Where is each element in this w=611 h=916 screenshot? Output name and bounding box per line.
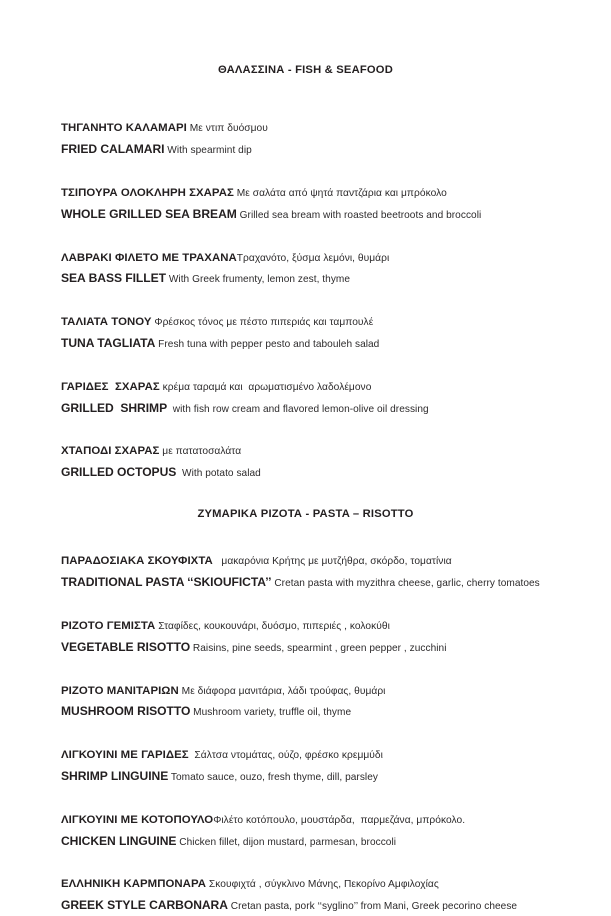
menu-item-latin-desc: Grilled sea bream with roasted beetroots and broccoli (236, 209, 482, 221)
menu-item-latin-line (61, 139, 593, 160)
menu-item (61, 744, 593, 787)
menu-item-greek-desc: Σάλτσα ντομάτας, ούζο, φρέσκο κρεμμύδι (188, 750, 383, 762)
menu-item-greek-line (61, 809, 593, 830)
menu-item-greek-line (61, 182, 593, 203)
menu-item-latin-line (61, 333, 593, 354)
menu-item-latin-name: SHRIMP LINGUINE (61, 769, 169, 784)
menu-item-greek-desc: Φρέσκος τόνος με πέστο πιπεριάς και ταμπουλέ (151, 317, 374, 329)
menu-item-greek-line (61, 440, 593, 461)
menu-item-greek-desc: Με διάφορα μανιτάρια, λάδι τρούφας, θυμάρι (178, 685, 386, 697)
menu-item-greek-name: ΛΙΓΚΟΥΙΝΙ ΜΕ ΓΑΡΙΔΕΣ (61, 749, 189, 762)
menu-item-latin-name: SEA BASS FILLET (61, 271, 166, 286)
menu-item-latin-line (61, 268, 593, 289)
menu-item-latin-desc: Fresh tuna with pepper pesto and tabouleh salad (155, 339, 380, 351)
menu-item-greek-desc: Με ντιπ δυόσμου (186, 123, 268, 135)
section-header-pasta: ΖΥΜΑΡΙΚΑ ΡΙΖΟΤΑ - PASTA – RISOTTO (197, 508, 414, 520)
menu-item (61, 247, 593, 290)
menu-item-greek-name: ΤΑΛΙΑΤΑ ΤΟΝΟΥ (61, 316, 152, 329)
menu-item-greek-line (61, 117, 593, 138)
menu-item (61, 550, 593, 593)
menu-item-latin-name: GRILLED OCTOPUS (61, 465, 177, 480)
menu-item-greek-desc: Σταφίδες, κουκουνάρι, δυόσμο, πιπεριές , κολοκύθι (155, 621, 390, 633)
menu-item-latin-name: TRADITIONAL PASTA ‘‘SKIOUFICTA’’ (61, 575, 272, 590)
menu-item-greek-line (61, 615, 593, 636)
menu-item-greek-line (61, 376, 593, 397)
menu-item (61, 376, 593, 419)
section-header-seafood: ΘΑΛΑΣΣΙΝΑ - FISH & SEAFOOD (218, 64, 393, 76)
menu-item (61, 182, 593, 225)
menu-item-latin-line (61, 895, 593, 916)
menu-item-latin-name: GREEK STYLE CARBONARA (61, 898, 228, 913)
menu-item-latin-desc: with fish row cream and flavored lemon-olive oil dressing (167, 403, 429, 415)
menu-item-greek-line (61, 247, 593, 268)
menu-item-latin-desc: Mushroom variety, truffle oil, thyme (190, 707, 352, 719)
menu-item-latin-desc: Cretan pasta with myzithra cheese, garlic, cherry tomatoes (271, 578, 540, 590)
menu-item-greek-desc: με πατατοσαλάτα (159, 446, 242, 458)
menu-item-greek-line (61, 873, 593, 894)
menu-item-greek-line (61, 680, 593, 701)
menu-item-latin-name: MUSHROOM RISOTTO (61, 704, 191, 719)
menu-item-latin-name: FRIED CALAMARI (61, 142, 165, 157)
menu-item (61, 680, 593, 723)
menu-item-latin-line (61, 831, 593, 852)
menu-item-latin-desc: Tomato sauce, ouzo, fresh thyme, dill, parsley (168, 772, 378, 784)
menu-item-greek-name: ΡΙΖΟΤΟ ΓΕΜΙΣΤΑ (61, 620, 156, 633)
menu-item-greek-line (61, 550, 593, 571)
menu-item-greek-desc: Τραχανότο, ξύσμα λεμόνι, θυμάρι (236, 252, 390, 264)
menu-item-greek-desc: Φιλέτο κοτόπουλο, μουστάρδα, παρμεζάνα, μπρόκολο. (213, 814, 466, 826)
menu-item-greek-name: ΤΗΓΑΝΗΤΟ ΚΑΛΑΜΑΡΙ (61, 122, 187, 135)
menu-item-latin-name: VEGETABLE RISOTTO (61, 639, 191, 654)
menu-item-latin-desc: With potato salad (176, 468, 261, 480)
menu-item (61, 873, 593, 916)
menu-item-greek-desc: μακαρόνια Κρήτης με μυτζήθρα, σκόρδο, τοματίνια (212, 556, 452, 568)
menu-item-greek-desc: κρέμα ταραμά και αρωματισμένο λαδολέμονο (159, 381, 372, 393)
menu-item-latin-name: TUNA TAGLIATA (61, 336, 156, 351)
menu-item-greek-name: ΛΑΒΡΑΚΙ ΦΙΛΕΤΟ ΜΕ ΤΡΑΧΑΝΑ (61, 251, 237, 264)
menu-item-greek-name: ΕΛΛΗΝΙΚΗ ΚΑΡΜΠΟΝΑΡΑ (61, 878, 207, 891)
menu-item-latin-line (61, 701, 593, 722)
menu-item-greek-line (61, 311, 593, 332)
menu-item (61, 117, 593, 160)
menu-item-greek-name: ΧΤΑΠΟΔΙ ΣΧΑΡΑΣ (61, 445, 160, 458)
menu-item-latin-desc: Chicken fillet, dijon mustard, parmesan, broccoli (176, 836, 397, 848)
menu-item-latin-name: CHICKEN LINGUINE (61, 833, 177, 848)
menu-item-latin-line (61, 766, 593, 787)
menu-item-latin-name: GRILLED SHRIMP (61, 400, 168, 415)
menu-item-greek-desc: Με σαλάτα από ψητά παντζάρια και μπρόκολο (233, 188, 447, 200)
menu-item-greek-name: ΠΑΡΑΔΟΣΙΑΚΑ ΣΚΟΥΦΙΧΤΑ (61, 555, 213, 568)
menu-item-latin-line (61, 398, 593, 419)
menu-item (61, 440, 593, 483)
menu-item-greek-line (61, 744, 593, 765)
menu-item-greek-name: ΓΑΡΙΔΕΣ ΣΧΑΡΑΣ (61, 380, 160, 393)
menu-item-greek-name: ΡΙΖΟΤΟ ΜΑΝΙΤΑΡΙΩΝ (61, 684, 179, 697)
menu-item-greek-desc: Σκουφιχτά , σύγκλινο Μάνης, Πεκορίνο Αμφιλοχίας (206, 879, 439, 891)
menu-item-latin-desc: With spearmint dip (164, 145, 252, 157)
menu-item-latin-line (61, 637, 593, 658)
menu-item (61, 615, 593, 658)
menu-item-latin-name: WHOLE GRILLED SEA BREAM (61, 206, 237, 221)
section-items-seafood (0, 77, 611, 483)
menu-item-latin-desc: With Greek frumenty, lemon zest, thyme (165, 274, 351, 286)
menu-item-greek-name: ΤΣΙΠΟΥΡΑ ΟΛΟΚΛΗΡΗ ΣΧΑΡΑΣ (61, 187, 234, 200)
menu-item-latin-desc: Raisins, pine seeds, spearmint , green pepper , zucchini (190, 642, 447, 654)
menu-item-latin-line (61, 204, 593, 225)
menu-item-latin-line (61, 572, 593, 593)
menu-item-latin-desc: Cretan pasta, pork ‘‘syglino’’ from Mani, Greek pecorino cheese (227, 901, 518, 913)
menu-item-greek-name: ΛΙΓΚΟΥΙΝΙ ΜΕ ΚΟΤΟΠΟΥΛΟ (61, 813, 214, 826)
menu-item (61, 311, 593, 354)
menu-item (61, 809, 593, 852)
menu-item-latin-line (61, 462, 593, 483)
